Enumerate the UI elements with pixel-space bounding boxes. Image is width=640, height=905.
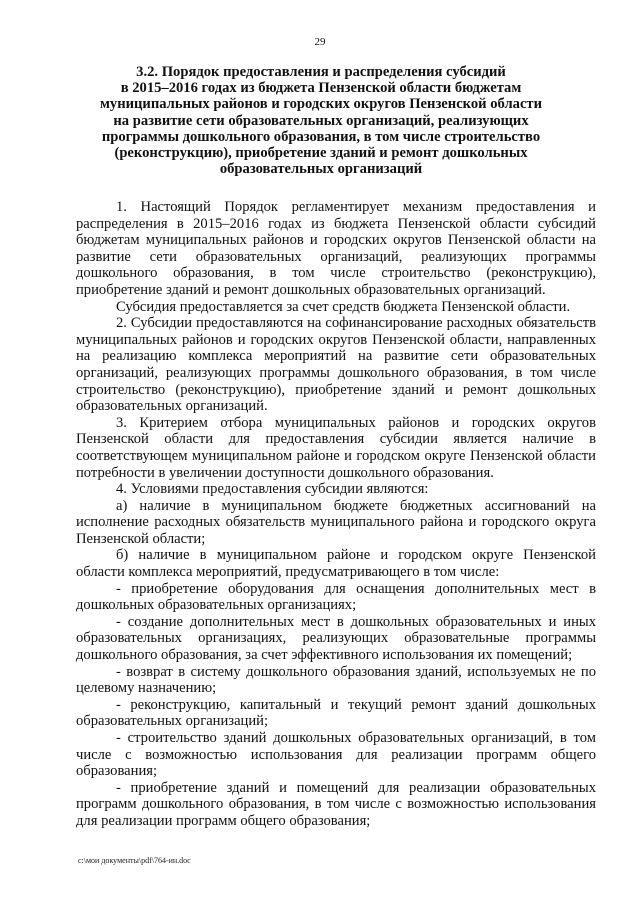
heading-line: муниципальных районов и городских округов Пензенской области (99, 96, 543, 113)
list-item: - создание дополнительных мест в дошкольных образовательных и иных образовательных организациях, реализующих образовательные программы дошкольного образования, за счет эффективного использования их помещений; (76, 613, 596, 664)
list-item: - приобретение зданий и помещений для реализации образовательных программ дошкольного образования, в том числе с возможностью использования для реализации программ общего образования; (76, 779, 596, 829)
heading-line: в 2015–2016 годах из бюджета Пензенской области бюджетам (120, 80, 522, 97)
heading-line: образовательных организаций (219, 161, 423, 178)
paragraph: Субсидия предоставляется за счет средств бюджета Пензенской области. (116, 298, 571, 315)
section-heading (78, 64, 564, 177)
page-number: 29 (314, 36, 326, 48)
paragraph: 2. Субсидии предоставляются на софинансирование расходных обязательств муниципальных районов и городских округов Пензенской области, направленных на реализацию комплекса мероприятий на развитие сети образовательных организаций, реализующих программы дошкольного образования, в том числе строительство (реконструкцию), приобретение зданий и ремонт дошкольных образовательных организаций. (76, 315, 596, 415)
paragraph: 3. Критерием отбора муниципальных районов и городских округов Пензенской области для предоставления субсидии является наличие в соответствующем муниципальном районе и городском округе Пензенской области потребности в увеличении доступности дошкольного образования. (76, 414, 596, 481)
list-item: - приобретение оборудования для оснащения дополнительных мест в дошкольных образовательных организациях; (76, 580, 596, 614)
heading-line: на развитие сети образовательных организаций, реализующих (113, 112, 529, 129)
paragraph: 1. Настоящий Порядок регламентирует механизм предоставления и распределения в 2015–2016 годах из бюджета Пензенской области субсидий бюджетам муниципальных районов и городских округов Пензенской области на развитие сети образовательных организаций, реализующих программы дошкольного образования, в том числе строительство (реконструкцию), приобретение зданий и ремонт дошкольных образовательных организаций. (76, 199, 596, 298)
heading-line: 3.2. Порядок предоставления и распределения субсидий (136, 64, 506, 80)
heading-line: программы дошкольного образования, в том числе строительство (101, 128, 541, 145)
list-item: - возврат в систему дошкольного образования зданий, используемых не по целевому назначению; (76, 663, 596, 697)
file-path-footer: c:\мои документы\pdf\764-ин.doc (78, 856, 191, 865)
document-body (76, 199, 596, 830)
paragraph: а) наличие в муниципальном бюджете бюджетных ассигнований на исполнение расходных обязательств муниципального района и городского округа Пензенской области; (76, 497, 596, 547)
paragraph: 4. Условиями предоставления субсидии являются: (116, 481, 429, 498)
heading-line: (реконструкцию), приобретение зданий и ремонт дошкольных (114, 145, 528, 162)
list-item: - реконструкцию, капитальный и текущий ремонт зданий дошкольных образовательных организаций; (76, 696, 596, 730)
paragraph: б) наличие в муниципальном районе и городском округе Пензенской области комплекса мероприятий, предусматривающего в том числе: (76, 547, 596, 581)
list-item: - строительство зданий дошкольных образовательных организаций, в том числе с возможностью использования для реализации программ общего образования; (76, 730, 596, 780)
